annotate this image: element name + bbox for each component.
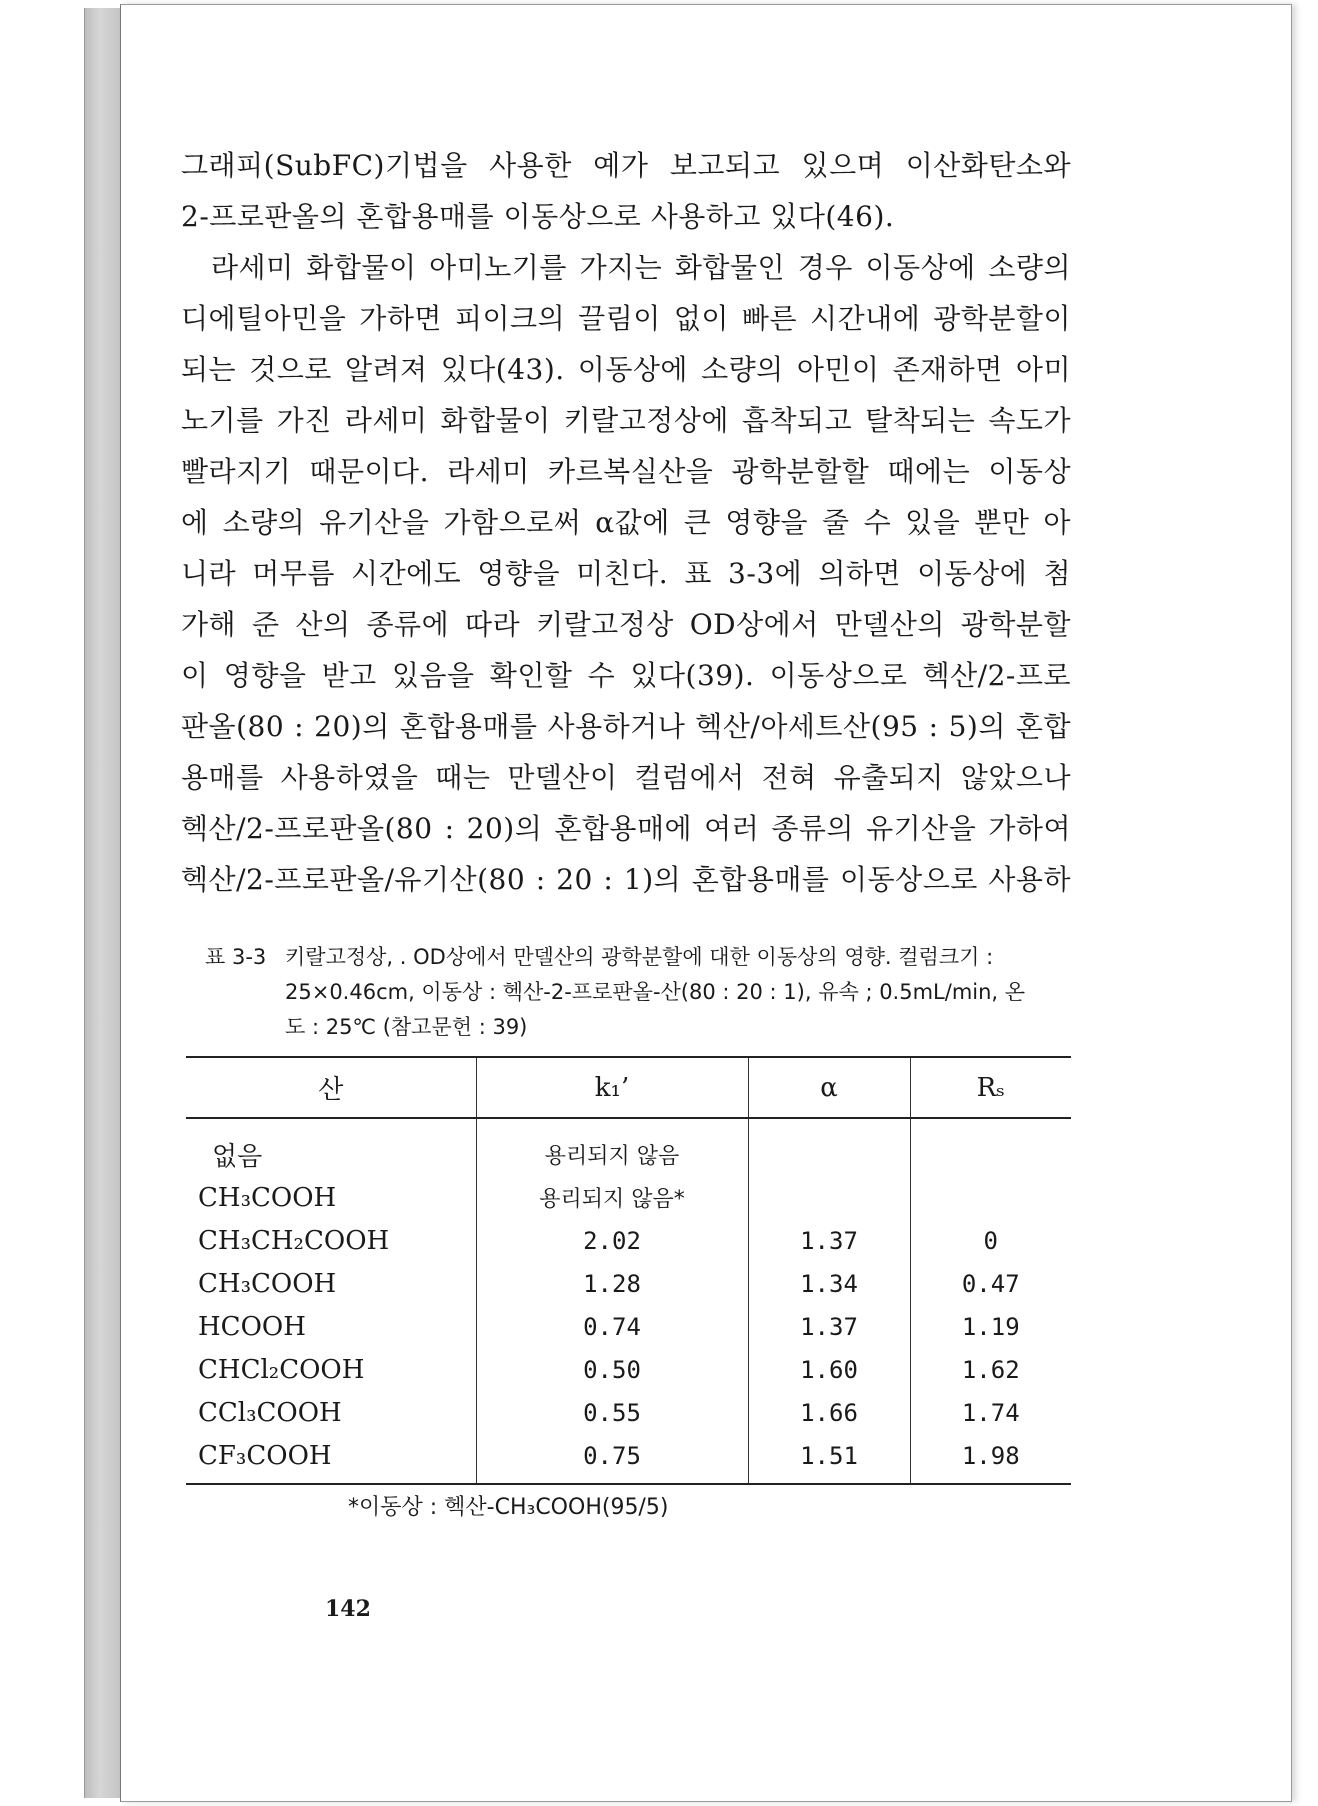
book-spine — [84, 8, 122, 1798]
cell-k1: 0.75 — [476, 1434, 748, 1484]
column-header-alpha: α — [748, 1057, 910, 1118]
cell-rs: 1.98 — [910, 1434, 1071, 1484]
column-header-acid: 산 — [186, 1057, 476, 1118]
cell-acid: CH₃COOH — [198, 1268, 337, 1299]
cell-acid: CH₃CH₂COOH — [198, 1225, 390, 1256]
cell-rs — [910, 1118, 1071, 1176]
page-number: 142 — [325, 1596, 371, 1622]
table-row — [186, 1434, 1071, 1484]
text-line: 판올(80 : 20)의 혼합용매를 사용하거나 헥산/아세트산(95 : 5)의 혼합 — [181, 710, 1071, 743]
cell-alpha — [748, 1118, 910, 1176]
cell-k1: 1.28 — [476, 1262, 748, 1305]
table-header-row — [186, 1057, 1071, 1118]
caption-line: 도 : 25℃ (참고문헌 : 39) — [285, 1015, 528, 1039]
cell-rs: 0.47 — [910, 1262, 1071, 1305]
text-line: 그래피(SubFC)기법을 사용한 예가 보고되고 있으며 이산화탄소와 — [181, 149, 1071, 182]
cell-alpha: 1.37 — [748, 1305, 910, 1348]
cell-k1: 0.55 — [476, 1391, 748, 1434]
table-row — [186, 1348, 1071, 1391]
paragraph-2 — [181, 242, 1071, 905]
cell-k1: 용리되지 않음 — [476, 1118, 748, 1176]
table-row — [186, 1118, 1071, 1176]
text-line: 에 소량의 유기산을 가함으로써 α값에 큰 영향을 줄 수 있을 뿐만 아 — [181, 506, 1071, 539]
cell-acid: CHCl₂COOH — [198, 1354, 365, 1385]
cell-rs — [910, 1176, 1071, 1219]
text-line: 가해 준 산의 종류에 따라 키랄고정상 OD상에서 만델산의 광학분할 — [181, 608, 1071, 641]
cell-alpha: 1.37 — [748, 1219, 910, 1262]
caption-line: 키랄고정상, . OD상에서 만델산의 광학분할에 대한 이동상의 영향. 컬럼크기 : — [285, 945, 994, 969]
cell-acid: CH₃COOH — [198, 1182, 337, 1213]
text-line: 빨라지기 때문이다. 라세미 카르복실산을 광학분할할 때에는 이동상 — [181, 455, 1071, 488]
text-line: 용매를 사용하였을 때는 만델산이 컬럼에서 전혀 유출되지 않았으나 — [181, 761, 1071, 794]
text-line: 라세미 화합물이 아미노기를 가지는 화합물인 경우 이동상에 소량의 — [211, 251, 1071, 284]
text-line: 니라 머무름 시간에도 영향을 미친다. 표 3-3에 의하면 이동상에 첨 — [181, 557, 1071, 590]
table-caption-label: 표 3-3 — [205, 945, 267, 969]
table-caption-text — [285, 940, 1075, 1045]
text-line: 2-프로판올의 혼합용매를 이동상으로 사용하고 있다(46). — [181, 200, 895, 233]
cell-acid: 없음 — [212, 1142, 263, 1172]
column-header-k1: k₁’ — [476, 1057, 748, 1118]
cell-alpha: 1.51 — [748, 1434, 910, 1484]
cell-alpha — [748, 1176, 910, 1219]
text-line: 헥산/2-프로판올/유기산(80 : 20 : 1)의 혼합용매를 이동상으로 사용하 — [181, 863, 1071, 896]
text-line: 디에틸아민을 가하면 피이크의 끌림이 없이 빠른 시간내에 광학분할이 — [181, 302, 1071, 335]
cell-alpha: 1.66 — [748, 1391, 910, 1434]
cell-rs: 1.74 — [910, 1391, 1071, 1434]
table-row — [186, 1219, 1071, 1262]
cell-k1: 2.02 — [476, 1219, 748, 1262]
cell-acid: CCl₃COOH — [198, 1397, 342, 1428]
data-table — [186, 1056, 1071, 1485]
caption-line: 25×0.46cm, 이동상 : 헥산-2-프로판올-산(80 : 20 : 1), 유속 ; 0.5mL/min, 온 — [285, 980, 1026, 1004]
body-text — [181, 140, 1071, 905]
text-line: 되는 것으로 알려져 있다(43). 이동상에 소량의 아민이 존재하면 아미 — [181, 353, 1071, 386]
text-line: 이 영향을 받고 있음을 확인할 수 있다(39). 이동상으로 헥산/2-프로 — [181, 659, 1071, 692]
table-footnote: *이동상 : 헥산-CH₃COOH(95/5) — [348, 1495, 669, 1520]
paragraph-1 — [181, 140, 1071, 242]
table-caption — [205, 940, 1075, 1045]
cell-acid: CF₃COOH — [186, 1434, 476, 1484]
cell-rs: 0 — [910, 1219, 1071, 1262]
table-row — [186, 1391, 1071, 1434]
cell-acid: HCOOH — [198, 1311, 306, 1342]
cell-rs: 1.62 — [910, 1348, 1071, 1391]
text-line: 헥산/2-프로판올(80 : 20)의 혼합용매에 여러 종류의 유기산을 가하여 — [181, 812, 1071, 845]
cell-rs: 1.19 — [910, 1305, 1071, 1348]
cell-alpha: 1.60 — [748, 1348, 910, 1391]
cell-k1: 0.74 — [476, 1305, 748, 1348]
table-row — [186, 1176, 1071, 1219]
cell-k1: 용리되지 않음* — [476, 1176, 748, 1219]
table-row — [186, 1305, 1071, 1348]
cell-alpha: 1.34 — [748, 1262, 910, 1305]
table-row — [186, 1262, 1071, 1305]
column-header-rs: Rₛ — [910, 1057, 1071, 1118]
text-line: 노기를 가진 라세미 화합물이 키랄고정상에 흡착되고 탈착되는 속도가 — [181, 404, 1071, 437]
cell-k1: 0.50 — [476, 1348, 748, 1391]
